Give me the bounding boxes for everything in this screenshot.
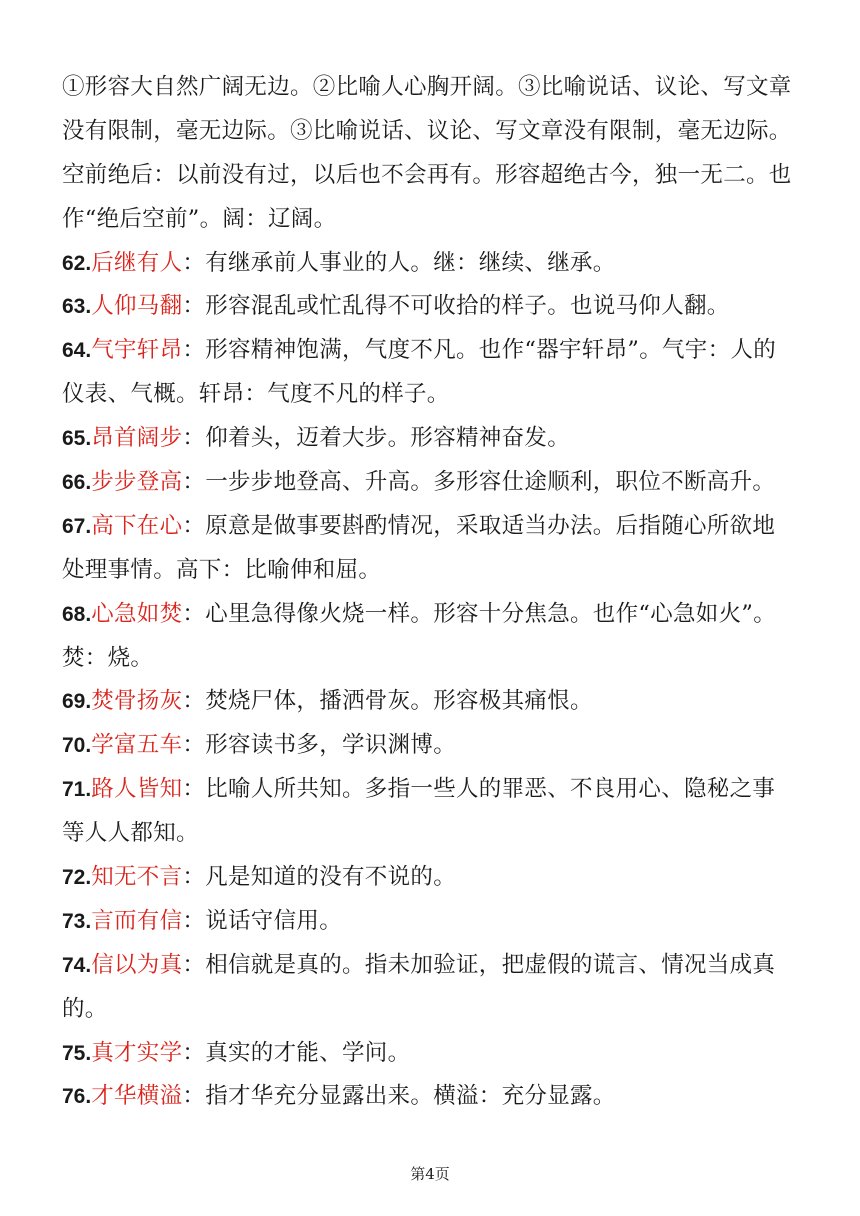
idiom-term: 信以为真 xyxy=(91,951,183,978)
line-text: 处理事情。高下：比喻伸和屈。 xyxy=(62,556,382,583)
line-text: ：焚烧尸体，播洒骨灰。形容极其痛恨。 xyxy=(182,688,593,715)
entry-number: 64. xyxy=(62,339,92,363)
entry-number: 62. xyxy=(62,251,92,275)
entry-number: 73. xyxy=(62,909,92,933)
idiom-entry-line xyxy=(62,505,802,549)
line-text: ：有继承前人事业的人。继：继续、继承。 xyxy=(182,249,616,276)
idiom-entry-line xyxy=(62,724,802,768)
idiom-entry-line xyxy=(62,461,802,505)
text-line xyxy=(62,988,802,1032)
line-text: ：凡是知道的没有不说的。 xyxy=(182,864,457,891)
entry-number: 74. xyxy=(62,953,92,977)
idiom-entry-line xyxy=(62,329,802,373)
idiom-term: 高下在心 xyxy=(91,512,183,539)
entry-number: 71. xyxy=(62,778,92,802)
idiom-entry-line xyxy=(62,944,802,988)
idiom-term: 知无不言 xyxy=(91,864,183,891)
entry-number: 75. xyxy=(62,1041,92,1065)
idiom-entry-line xyxy=(62,593,802,637)
line-text: 焚：烧。 xyxy=(62,644,154,671)
line-text: ：指才华充分显露出来。横溢：充分显露。 xyxy=(182,1083,616,1110)
line-text: ：说话守信用。 xyxy=(182,907,343,934)
line-text: ：心里急得像火烧一样。形容十分焦急。也作“心急如火”。 xyxy=(182,600,777,627)
line-text: 的。 xyxy=(62,995,108,1022)
line-text: 空前绝后：以前没有过，以后也不会再有。形容超绝古今，独一无二。也 xyxy=(62,161,792,188)
line-text: ：比喻人所共知。多指一些人的罪恶、不良用心、隐秘之事 xyxy=(182,776,776,803)
page-number: 第4页 xyxy=(410,1165,450,1183)
entry-number: 67. xyxy=(62,514,92,538)
idiom-term: 后继有人 xyxy=(91,249,183,276)
line-text: 等人人都知。 xyxy=(62,820,199,847)
idiom-term: 昂首阔步 xyxy=(91,425,183,452)
idiom-term: 真才实学 xyxy=(91,1039,183,1066)
idiom-entry-line xyxy=(62,285,802,329)
idiom-entry-line xyxy=(62,242,802,286)
entry-number: 66. xyxy=(62,471,92,495)
idiom-entry-line xyxy=(62,680,802,724)
line-text: 作“绝后空前”。阔：辽阔。 xyxy=(62,205,337,232)
idiom-entry-line xyxy=(62,1032,802,1076)
text-line xyxy=(62,637,802,681)
line-text: ：真实的才能、学问。 xyxy=(182,1039,411,1066)
text-line xyxy=(62,373,802,417)
text-line xyxy=(62,110,802,154)
idiom-term: 学富五车 xyxy=(91,732,183,759)
idiom-term: 步步登高 xyxy=(91,469,183,496)
idiom-term: 人仰马翻 xyxy=(91,293,183,320)
idiom-entry-line xyxy=(62,1075,802,1119)
line-text: ：仰着头，迈着大步。形容精神奋发。 xyxy=(182,425,571,452)
line-text: ：原意是做事要斟酌情况，采取适当办法。后指随心所欲地 xyxy=(182,512,776,539)
entry-number: 68. xyxy=(62,602,92,626)
idiom-term: 路人皆知 xyxy=(91,776,183,803)
idiom-term: 焚骨扬灰 xyxy=(91,688,183,715)
entry-number: 70. xyxy=(62,734,92,758)
entry-number: 72. xyxy=(62,866,92,890)
line-text: ①形容大自然广阔无边。②比喻人心胸开阔。③比喻说话、议论、写文章 xyxy=(62,74,792,100)
line-text: 没有限制，毫无边际。③比喻说话、议论、写文章没有限制，毫无边际。 xyxy=(62,117,792,144)
entry-number: 63. xyxy=(62,295,92,319)
idiom-entry-line xyxy=(62,417,802,461)
line-text: ：一步步地登高、升高。多形容仕途顺利，职位不断高升。 xyxy=(182,469,776,496)
entry-number: 65. xyxy=(62,427,92,451)
text-line xyxy=(62,66,802,110)
line-text: 仪表、气概。轩昂：气度不凡的样子。 xyxy=(62,381,450,408)
idiom-entry-line xyxy=(62,856,802,900)
line-text: ：形容精神饱满，气度不凡。也作“器宇轩昂”。气宇：人的 xyxy=(182,337,777,364)
text-line xyxy=(62,198,802,242)
text-line xyxy=(62,549,802,593)
idiom-term: 心急如焚 xyxy=(91,600,183,627)
line-text: ：形容读书多，学识渊博。 xyxy=(182,732,457,759)
document-body xyxy=(62,66,802,1119)
text-line xyxy=(62,154,802,198)
idiom-term: 言而有信 xyxy=(91,907,183,934)
entry-number: 69. xyxy=(62,690,92,714)
idiom-term: 气宇轩昂 xyxy=(91,337,183,364)
line-text: ：形容混乱或忙乱得不可收拾的样子。也说马仰人翻。 xyxy=(182,293,730,320)
entry-number: 76. xyxy=(62,1085,92,1109)
idiom-entry-line xyxy=(62,900,802,944)
idiom-entry-line xyxy=(62,768,802,812)
idiom-term: 才华横溢 xyxy=(91,1083,183,1110)
text-line xyxy=(62,812,802,856)
line-text: ：相信就是真的。指未加验证，把虚假的谎言、情况当成真 xyxy=(182,951,776,978)
